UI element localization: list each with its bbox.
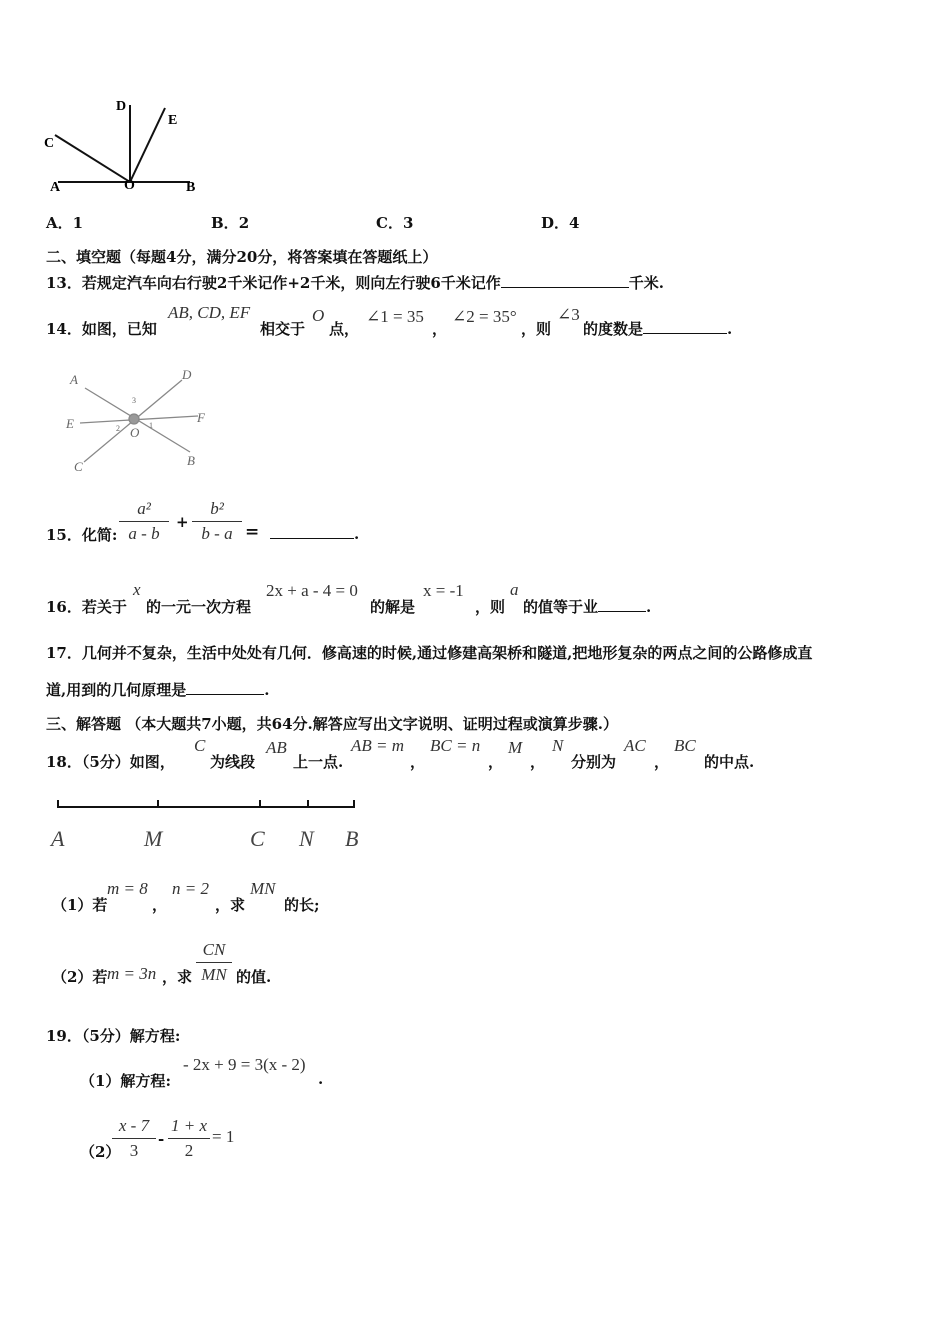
fraction-1: a² a - b [119, 499, 169, 544]
fig-label-e: E [66, 416, 74, 431]
intersecting-lines-figure [60, 362, 220, 477]
label-b: B [186, 180, 196, 195]
label-d: D [116, 99, 127, 114]
ray-oc [55, 135, 130, 182]
question-19: 19．（5分）解方程: [46, 1027, 181, 1045]
seg-label-m: M [144, 826, 163, 851]
fig-angle-3: 3 [132, 396, 136, 405]
fig-angle-2: 2 [116, 424, 120, 433]
question-18: 18．（5分）如图， [46, 753, 175, 771]
angle-figure [40, 90, 220, 200]
answer-blank [270, 524, 354, 539]
seg-label-b: B [345, 826, 359, 851]
option-b: B．2 [211, 214, 250, 232]
option-c: C．3 [376, 214, 414, 232]
option-a: A．1 [46, 214, 84, 232]
question-16: 16．若关于 [46, 598, 127, 616]
fraction-2: b² b - a [192, 499, 242, 544]
ray-oe [130, 108, 165, 182]
fig-label-f: F [197, 410, 205, 425]
fig-label-o: O [130, 425, 140, 440]
answer-blank [186, 680, 264, 695]
label-a: A [50, 180, 61, 195]
label-e: E [168, 113, 178, 128]
fig-label-d: D [182, 367, 192, 382]
fraction-1x-2: 1 + x 2 [168, 1116, 210, 1161]
segment-figure [46, 795, 376, 855]
q19-sub1: （1）解方程: [80, 1072, 171, 1090]
label-o: O [124, 178, 135, 193]
q18-sub2: （2）若 [52, 968, 108, 986]
seg-label-n: N [299, 826, 314, 851]
answer-blank [501, 273, 629, 288]
q19-sub2: （2） [80, 1143, 121, 1161]
seg-label-c: C [250, 826, 265, 851]
q18-sub1: （1）若 [52, 896, 108, 914]
answer-blank [643, 319, 727, 334]
section3-title: 三、解答题 （本大题共7小题，共64分.解答应写出文字说明、证明过程或演算步骤.） [46, 715, 618, 733]
answer-blank [598, 597, 646, 612]
question-15: 15．化简: [46, 526, 118, 544]
fraction-cn-mn: CN MN [196, 940, 232, 985]
fraction-x7-3: x - 7 3 [112, 1116, 156, 1161]
seg-label-a: A [51, 826, 65, 851]
fig-angle-1: 1 [149, 421, 153, 430]
fig-label-b: B [187, 453, 195, 468]
question-17: 17．几何并不复杂，生活中处处有几何．修高速的时候,通过修建高架桥和隧道,把地形复杂的两点之间的公路修成直 [46, 644, 813, 662]
fig-label-a: A [70, 372, 78, 387]
label-c: C [44, 136, 55, 151]
question-14: 14．如图，已知 [46, 320, 157, 338]
section2-title: 二、填空题（每题4分，满分20分，将答案填在答题纸上） [46, 248, 438, 266]
question-13: 13．若规定汽车向右行驶2千米记作+2千米，则向左行驶6千米记作 千米. [46, 274, 664, 292]
option-d: D．4 [541, 214, 580, 232]
fig-label-c: C [74, 459, 83, 474]
